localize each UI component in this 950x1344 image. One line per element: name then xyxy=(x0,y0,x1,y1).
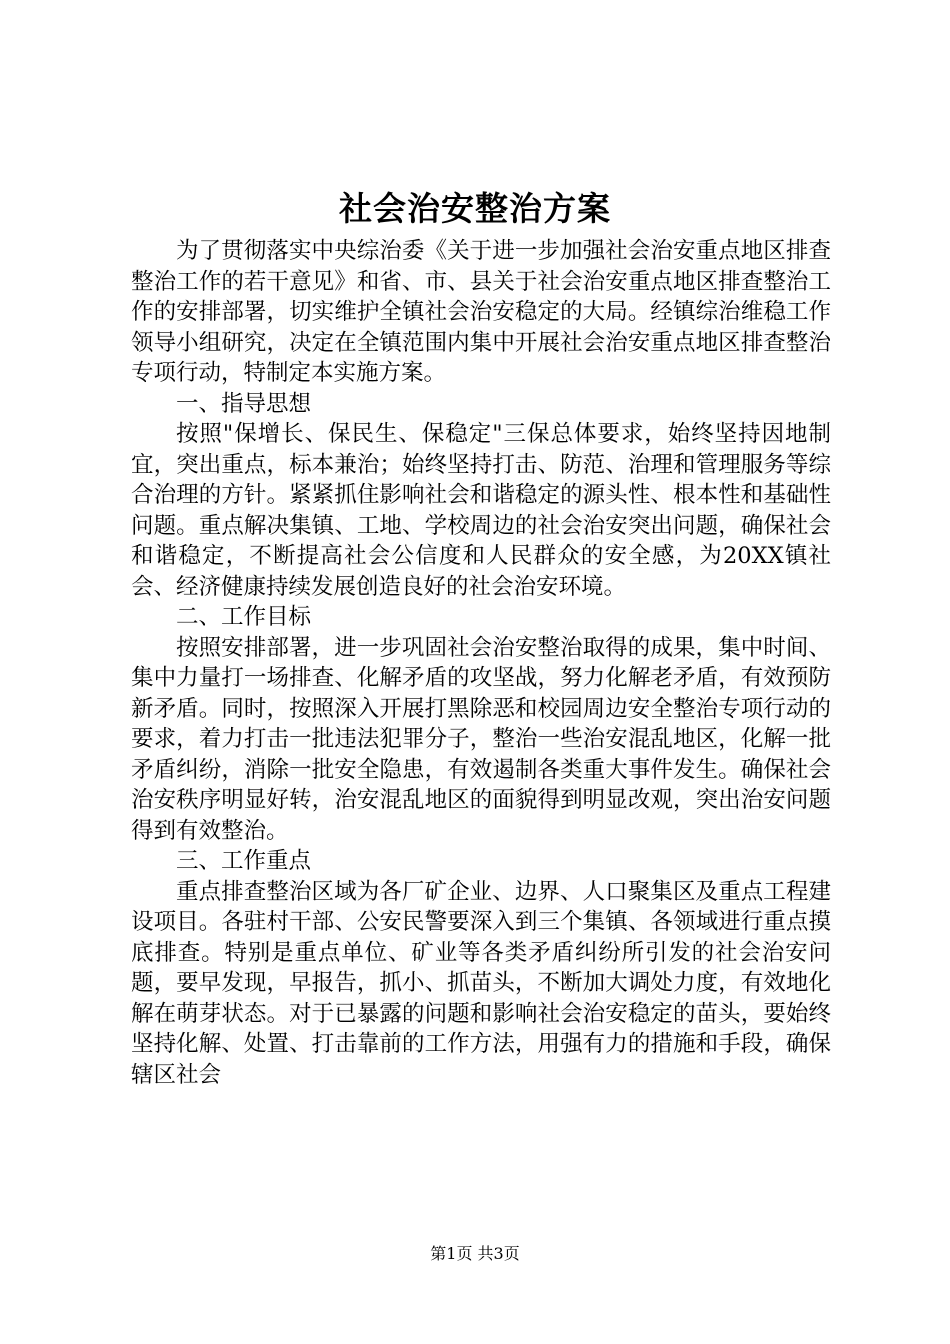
section-heading-work-focus: 三、工作重点 xyxy=(176,848,312,874)
document-title: 社会治安整治方案 xyxy=(339,189,611,228)
section-body-work-goals: 按照安排部署，进一步巩固社会治安整治取得的成果，集中时间、集中力量打一场排查、化解矛盾的攻坚战，努力化解老矛盾，有效预防新矛盾。同时，按照深入开展打黑除恶和校园周边安全整治专项行动的要求，着力打击一批违法犯罪分子，整治一些治安混乱地区，化解一批矛盾纠纷，消除一批安全隐患，有效遏制各类重大事件发生。确保社会治安秩序明显好转，治安混乱地区的面貌得到明显改观，突出治安问题得到有效整治。 xyxy=(131,634,831,844)
section-body-guiding-ideology: 按照"保增长、保民生、保稳定"三保总体要求，始终坚持因地制宜，突出重点，标本兼治；始终坚持打击、防范、治理和管理服务等综合治理的方针。紧紧抓住影响社会和谐稳定的源头性、根本性和基础性问题。重点解决集镇、工地、学校周边的社会治安突出问题，确保社会和谐稳定，不断提高社会公信度和人民群众的安全感，为20XX镇社会、经济健康持续发展创造良好的社会治安环境。 xyxy=(131,421,831,600)
intro-paragraph: 为了贯彻落实中央综治委《关于进一步加强社会治安重点地区排查整治工作的若干意见》和省、市、县关于社会治安重点地区排查整治工作的安排部署，切实维护全镇社会治安稳定的大局。经镇综治维稳工作领导小组研究，决定在全镇范围内集中开展社会治安重点地区排查整治专项行动，特制定本实施方案。 xyxy=(131,238,831,386)
page-number-footer: 第1页 共3页 xyxy=(430,1244,520,1263)
section-body-work-focus: 重点排查整治区域为各厂矿企业、边界、人口聚集区及重点工程建设项目。各驻村干部、公安民警要深入到三个集镇、各领域进行重点摸底排查。特别是重点单位、矿业等各类矛盾纠纷所引发的社会治安问题，要早发现，早报告，抓小、抓苗头，不断加大调处力度，有效地化解在萌芽状态。对于已暴露的问题和影响社会治安稳定的苗头，要始终坚持化解、处置、打击靠前的工作方法，用强有力的措施和手段，确保辖区社会 xyxy=(131,878,831,1088)
section-heading-guiding-ideology: 一、指导思想 xyxy=(176,390,312,417)
section-heading-work-goals: 二、工作目标 xyxy=(176,604,312,630)
document-body xyxy=(131,236,831,1090)
